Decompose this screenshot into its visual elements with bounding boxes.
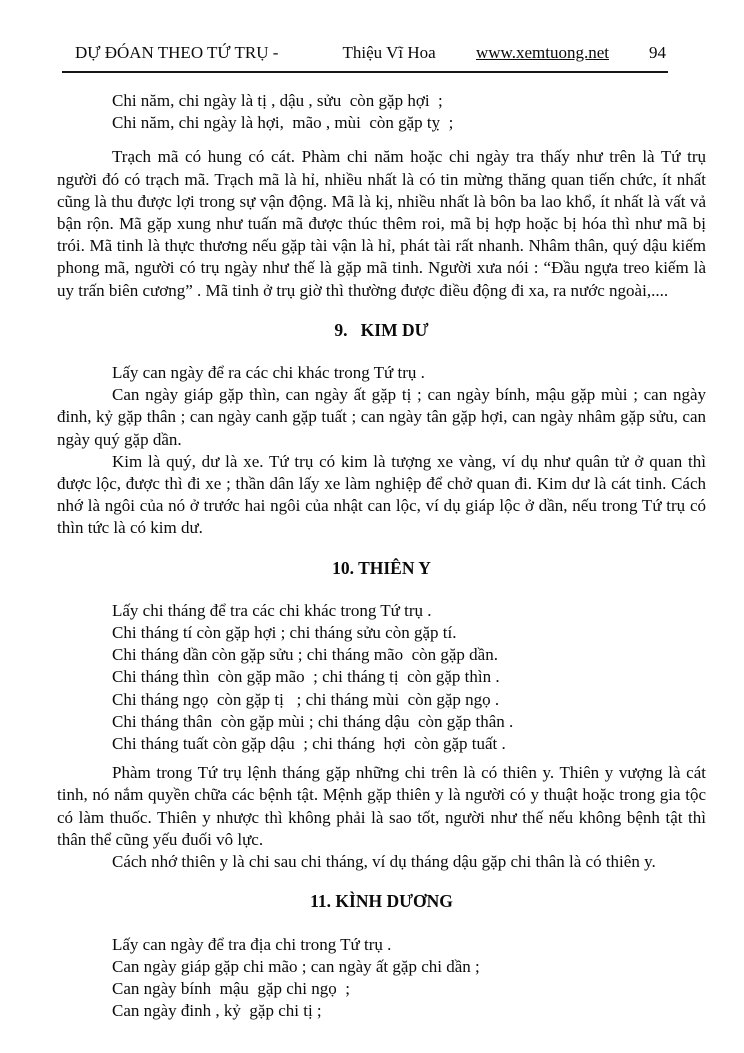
spacer bbox=[57, 755, 706, 762]
book-title: DỰ ĐÓAN THEO TỨ TRỤ - bbox=[75, 43, 279, 62]
text-line: Chi năm, chi ngày là tị , dậu , sửu còn gặp hợi ; bbox=[112, 91, 443, 110]
text-line: Can ngày giáp gặp chi mão ; can ngày ất gặp chi dần ; bbox=[112, 956, 480, 976]
thien-y-lines bbox=[57, 600, 706, 755]
page-header bbox=[0, 0, 744, 71]
text-line: Lấy can ngày để tra địa chi trong Tứ trụ . bbox=[112, 934, 392, 954]
kinh-duong-lines bbox=[57, 934, 706, 1023]
page-number: 94 bbox=[649, 43, 666, 62]
text-line: Lấy chi tháng để tra các chi khác trong Tứ trụ . bbox=[112, 600, 432, 620]
page-content bbox=[0, 73, 744, 1022]
text-line: Chi tháng thìn còn gặp mão ; chi tháng tị còn gặp thìn . bbox=[112, 667, 500, 687]
text-line: Can ngày đinh , kỷ gặp chi tị ; bbox=[112, 1001, 322, 1021]
section-heading-thien-y: 10. THIÊN Y bbox=[332, 557, 431, 578]
thien-y-paragraph: Phàm trong Tứ trụ lệnh tháng gặp những chi trên là có thiên y. Thiên y vượng là cát tinh, nó nắm quyền chữa các bệnh tật. Mệnh gặp thiên y là người có y thuật hoặc trong gia tộc có làm thuốc. Thiên y nhược thì không phải là sao tốt, người như thế nếu không bệnh tật thì thân thể cũng yếu đuối vô lực. bbox=[57, 763, 706, 849]
text-line: Chi năm, chi ngày là hợi, mão , mùi còn gặp tỵ ; bbox=[112, 113, 454, 133]
author-name: Thiệu Vĩ Hoa bbox=[342, 43, 436, 62]
text-line: Can ngày bính mậu gặp chi ngọ ; bbox=[112, 978, 350, 998]
chi-nam-lines bbox=[57, 90, 706, 134]
thien-y-note-line: Cách nhớ thiên y là chi sau chi tháng, ví dụ tháng dậu gặp chi thân là có thiên y. bbox=[112, 852, 656, 872]
section-heading-kim-du: 9. KIM DƯ bbox=[334, 319, 429, 340]
text-line: Lấy can ngày để ra các chi khác trong Tứ trụ . bbox=[112, 363, 425, 383]
kim-du-paragraph-1: Can ngày giáp gặp thìn, can ngày ất gặp tị ; can ngày bính, mậu gặp mùi ; can ngày đinh, kỷ gặp thân ; can ngày canh gặp tuất ; can ngày tân gặp hợi, can ngày nhâm gặp sửu, can ngày quý gặp dần. bbox=[57, 385, 706, 449]
text-line: Chi tháng thân còn gặp mùi ; chi tháng dậu còn gặp thân . bbox=[112, 711, 514, 731]
spacer bbox=[57, 134, 706, 146]
text-line: Chi tháng dần còn gặp sửu ; chi tháng mão còn gặp dần. bbox=[112, 645, 498, 665]
text-line: Chi tháng ngọ còn gặp tị ; chi tháng mùi còn gặp ngọ . bbox=[112, 689, 500, 709]
website-link[interactable]: www.xemtuong.net bbox=[476, 43, 609, 62]
trach-ma-paragraph: Trạch mã có hung có cát. Phàm chi năm hoặc chi ngày tra thấy như trên là Tứ trụ người đó có trạch mã. Trạch mã là hỉ, nhiều nhất là có tin mừng thăng quan tiến chức, ít nhất cũng là thu được lợi trong sự vận động. Mã là kị, nhiều nhất là bôn ba lao khổ, ít nhất là vất vả bận rộn. Mã gặp xung như tuấn mã được thúc thêm roi, mã bị hợp hoặc bị hóa thì như mã bị trói. Mã tinh là thực thương nếu gặp tài vận là hỉ, phát tài rất nhanh. Nhâm thân, quý dậu kiếm phong mã, người có trụ ngày như thế là gặp mã tinh. Người xưa nói : “Đầu ngựa treo kiếm là uy trấn biên cương” . Mã tinh ở trụ giờ thì thường được điều động đi xa, ra nước ngoài,.... bbox=[57, 147, 706, 300]
kim-du-paragraph-2: Kim là quý, dư là xe. Tứ trụ có kim là tượng xe vàng, ví dụ như quân tử ở quan thì được lộc, được thì đi xe ; thần dân lấy xe làm nghiệp để chở quan đi. Kim dư là cát tinh. Cách nhớ là ngôi của nó ở trước hai ngôi của nhật can lộc, ví dụ giáp lộc ở dần, nếu trong Tứ trụ có thìn tức là có kim dư. bbox=[57, 451, 706, 538]
text-line: Chi tháng tuất còn gặp dậu ; chi tháng hợi còn gặp tuất . bbox=[112, 734, 506, 754]
text-line: Chi tháng tí còn gặp hợi ; chi tháng sửu còn gặp tí. bbox=[112, 623, 457, 643]
section-heading-kinh-duong: 11. KÌNH DƯƠNG bbox=[310, 891, 453, 912]
